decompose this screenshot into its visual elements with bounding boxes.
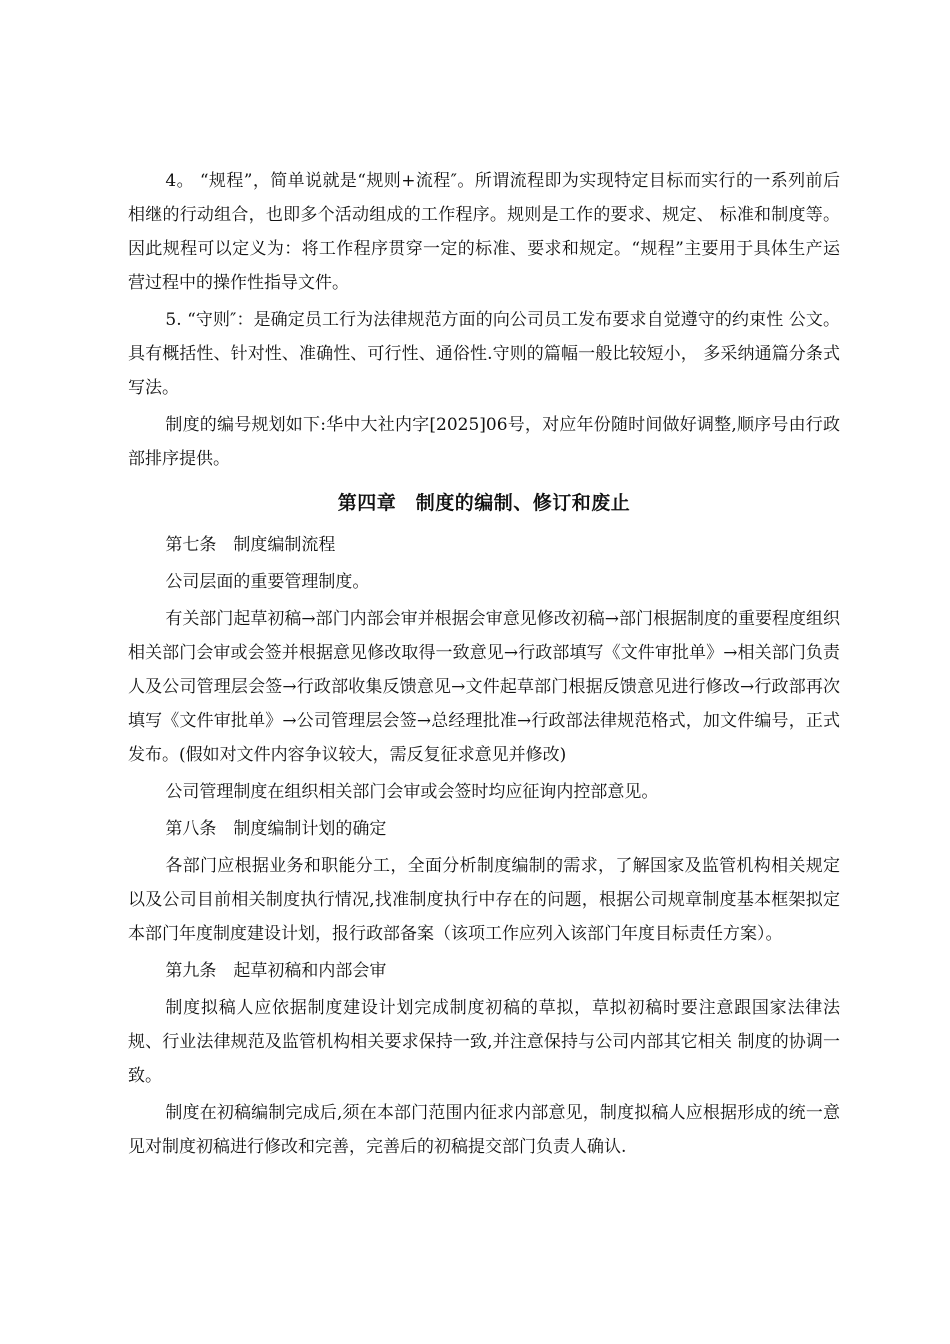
- article-7-paragraph: 公司层面的重要管理制度。: [165, 572, 370, 592]
- article-8-title: 第八条 制度编制计划的确定: [165, 819, 387, 839]
- article-9-paragraph: 制度在初稿编制完成后,须在本部门范围内征求内部意见，制度拟稿人应根据形成的统一意见对制度初稿进行修改和完善，完善后的初稿提交部门负责人确认.: [128, 1103, 840, 1157]
- article-9-title: 第九条 起草初稿和内部会审: [165, 961, 387, 981]
- article-7-paragraph: 有关部门起草初稿→部门内部会审并根据会审意见修改初稿→部门根据制度的重要程度组织相关部门会审或会签并根据意见修改取得一致意见→行政部填写《文件审批单》→相关部门负责人及公司管理层会签→行政部收集反馈意见→文件起草部门根据反馈意见进行修改→行政部再次填写《文件审批单》→公司管理层会签→总经理批准→行政部法律规范格式，加文件编号，正式发布。(假如对文件内容争议较大，需反复征求意见并修改): [128, 609, 840, 765]
- article-7-paragraph: 公司管理制度在组织相关部门会审或会签时均应征询内控部意见。: [165, 782, 659, 802]
- article-9-paragraph: 制度拟稿人应依据制度建设计划完成制度初稿的草拟，草拟初稿时要注意跟国家法律法规、行业法律规范及监管机构相关要求保持一致,并注意保持与公司内部其它相关 制度的协调一致。: [128, 998, 840, 1086]
- article-8-paragraph: 各部门应根据业务和职能分工，全面分析制度编制的需求，了解国家及监管机构相关规定以及公司目前相关制度执行情况,找准制度执行中存在的问题，根据公司规章制度基本框架拟定本部门年度制度建设计划，报行政部备案（该项工作应列入该部门年度目标责任方案）。: [128, 856, 840, 944]
- numbering-paragraph: 制度的编号规划如下:华中大社内字[2025]06号，对应年份随时间做好调整,顺序号由行政部排序提供。: [128, 415, 840, 469]
- definition-paragraph-regulations: 4。 “规程”，简单说就是“规则+流程″。所谓流程即为实现特定目标而实行的一系列前后相继的行动组合，也即多个活动组成的工作程序。规则是工作的要求、规定、 标准和制度等。因此规程可以定义为：将工作程序贯穿一定的标准、要求和规定。“规程”主要用于具体生产运营过程中的操作性指导文件。: [128, 171, 840, 293]
- chapter-title: 第四章 制度的编制、修订和废止: [337, 492, 631, 514]
- article-7-title: 第七条 制度编制流程: [165, 535, 336, 555]
- definition-paragraph-code: 5. “守则″：是确定员工行为法律规范方面的向公司员工发布要求自觉遵守的约束性 公文。具有概括性、针对性、准确性、可行性、通俗性.守则的篇幅一般比较短小， 多采纳通篇分条式写法。: [128, 310, 840, 398]
- document-body: [128, 164, 840, 1167]
